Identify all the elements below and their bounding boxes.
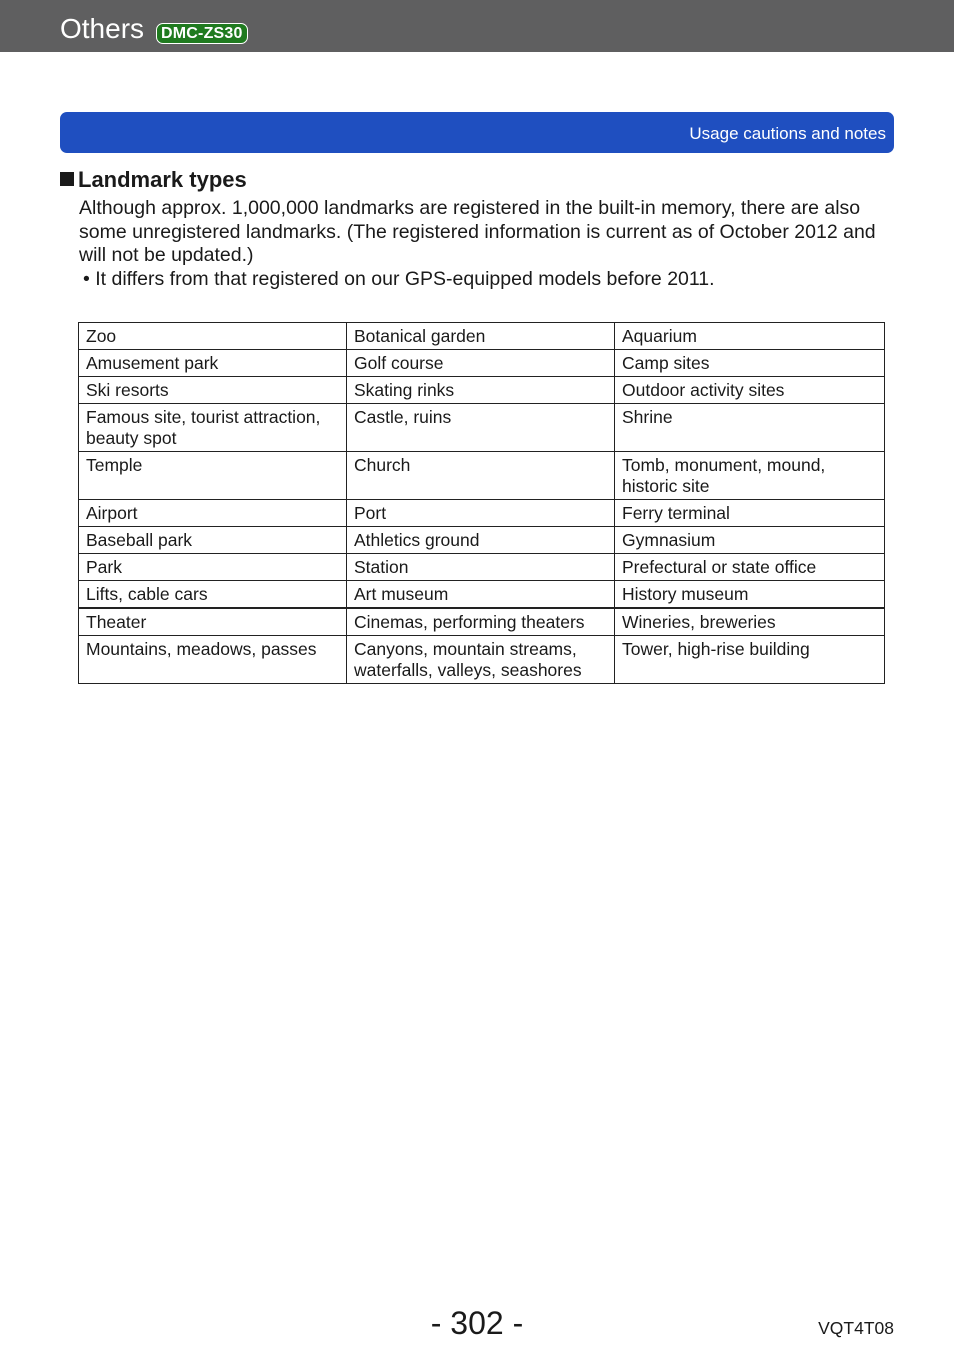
table-cell: Skating rinks bbox=[347, 377, 615, 404]
table-row bbox=[79, 377, 885, 404]
table-cell: Cinemas, performing theaters bbox=[347, 608, 615, 636]
document-code: VQT4T08 bbox=[818, 1318, 894, 1338]
table-cell: Church bbox=[347, 452, 615, 500]
section-banner bbox=[60, 112, 894, 153]
table-cell: Mountains, meadows, passes bbox=[79, 636, 347, 684]
table-cell: Airport bbox=[79, 500, 347, 527]
table-cell: Outdoor activity sites bbox=[615, 377, 885, 404]
table-row bbox=[79, 323, 885, 350]
table-cell: Ferry terminal bbox=[615, 500, 885, 527]
table-cell: Tomb, monument, mound, historic site bbox=[615, 452, 885, 500]
section-heading-text: Landmark types bbox=[78, 167, 247, 192]
table-cell: Tower, high-rise building bbox=[615, 636, 885, 684]
table-cell: Athletics ground bbox=[347, 527, 615, 554]
chapter-title: Others bbox=[60, 13, 145, 44]
table-cell: Castle, ruins bbox=[347, 404, 615, 452]
table-row bbox=[79, 527, 885, 554]
table-cell: Wineries, breweries bbox=[615, 608, 885, 636]
table-cell: Art museum bbox=[347, 581, 615, 609]
table-row bbox=[79, 636, 885, 684]
section-paragraph: Although approx. 1,000,000 landmarks are registered in the built-in memory, there are also some unregistered landmarks. (The registered information is current as of October 2012 and will not be updated.) bbox=[79, 197, 876, 266]
table-cell: Ski resorts bbox=[79, 377, 347, 404]
model-badge: DMC-ZS30 bbox=[156, 23, 248, 44]
table-row bbox=[79, 554, 885, 581]
landmark-types-table bbox=[78, 322, 885, 684]
table-cell: Shrine bbox=[615, 404, 885, 452]
table-cell: Temple bbox=[79, 452, 347, 500]
table-cell: Golf course bbox=[347, 350, 615, 377]
table-cell: Amusement park bbox=[79, 350, 347, 377]
table-cell: Aquarium bbox=[615, 323, 885, 350]
bullet-note: • It differs from that registered on our GPS-equipped models before 2011. bbox=[83, 268, 715, 290]
table-cell: Gymnasium bbox=[615, 527, 885, 554]
table-cell: Baseball park bbox=[79, 527, 347, 554]
table-row bbox=[79, 404, 885, 452]
top-header-bar bbox=[0, 0, 954, 52]
table-cell: Station bbox=[347, 554, 615, 581]
square-bullet-icon bbox=[60, 172, 74, 186]
table-cell: Botanical garden bbox=[347, 323, 615, 350]
table-cell: Canyons, mountain streams, waterfalls, valleys, seashores bbox=[347, 636, 615, 684]
section-banner-label: Usage cautions and notes bbox=[689, 124, 886, 143]
table-cell: Prefectural or state office bbox=[615, 554, 885, 581]
table-cell: Camp sites bbox=[615, 350, 885, 377]
table-cell: History museum bbox=[615, 581, 885, 609]
table-row bbox=[79, 452, 885, 500]
section-heading bbox=[60, 167, 247, 193]
table-cell: Theater bbox=[79, 608, 347, 636]
table-cell: Port bbox=[347, 500, 615, 527]
table-row bbox=[79, 608, 885, 636]
table-cell: Park bbox=[79, 554, 347, 581]
page-number: - 302 - bbox=[430, 1305, 524, 1341]
table-row bbox=[79, 581, 885, 609]
table-row bbox=[79, 350, 885, 377]
table-cell: Famous site, tourist attraction, beauty spot bbox=[79, 404, 347, 452]
table-cell: Zoo bbox=[79, 323, 347, 350]
table-row bbox=[79, 500, 885, 527]
table-cell: Lifts, cable cars bbox=[79, 581, 347, 609]
